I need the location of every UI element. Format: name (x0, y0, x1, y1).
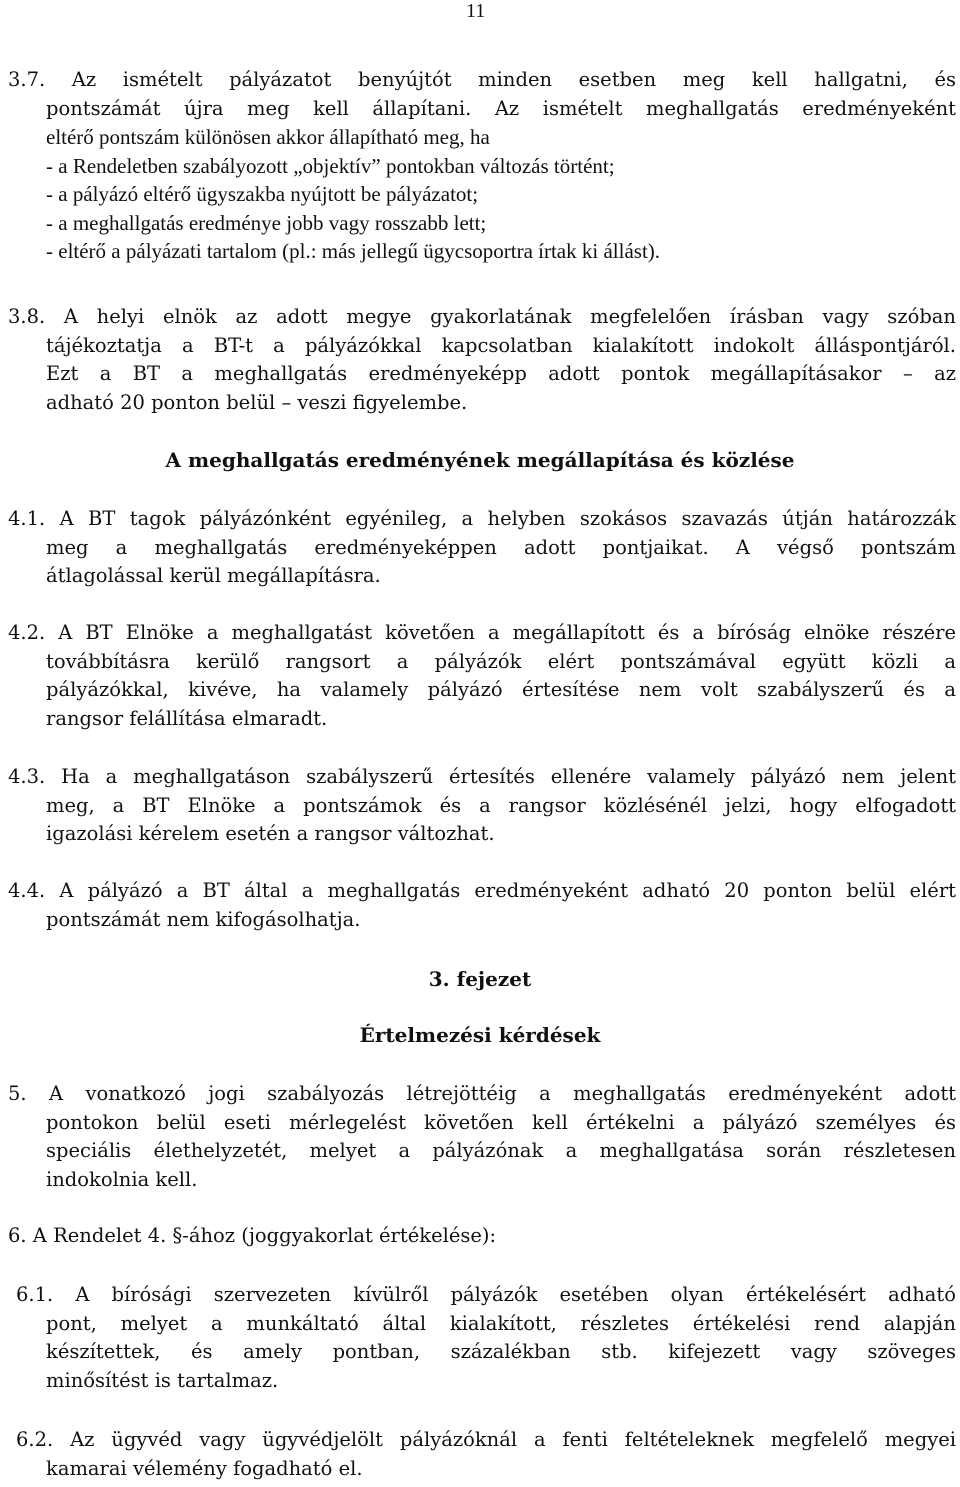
paragraph-line: indokolnia kell. (46, 1167, 198, 1191)
list-item: - eltérő a pályázati tartalom (pl.: más jellegű ügycsoportra írtak ki állást). (46, 239, 661, 263)
paragraph-line: pontokon belül eseti mérlegelést követően kell értékelni a pályázó személyes és (46, 1110, 956, 1134)
paragraph-line: 6. A Rendelet 4. §-ához (joggyakorlat értékelése): (8, 1224, 497, 1247)
section-6-1 (16, 1281, 956, 1395)
section-5 (8, 1080, 956, 1194)
paragraph-line: meg a meghallgatás eredményeképpen adott pontjaikat. A végső pontszám (46, 535, 956, 559)
paragraph-line: igazolási kérelem esetén a rangsor változhat. (46, 822, 495, 845)
paragraph-line: 4.3. Ha a meghallgatáson szabályszerű értesítés ellenére valamely pályázó nem jelent (8, 765, 956, 788)
paragraph-line: adható 20 ponton belül – veszi figyelembe. (46, 390, 468, 414)
paragraph-line: 4.2. A BT Elnöke a meghallgatást követően a megállapított és a bíróság elnöke részére (8, 621, 956, 644)
section-4-3 (8, 763, 956, 849)
paragraph-line: 4.1. A BT tagok pályázónként egyénileg, a helyben szokásos szavazás útján határozzák (8, 507, 956, 530)
paragraph-line: 6.2. Az ügyvéd vagy ügyvédjelölt pályázóknál a fenti feltételeknek megfelelő megyei (16, 1428, 956, 1451)
paragraph-line: minősítést is tartalmaz. (46, 1368, 279, 1392)
paragraph-line: tájékoztatja a BT-t a pályázókkal kapcsolatban kialakított indokolt álláspontjáról. (46, 333, 956, 357)
paragraph-line: továbbításra kerülő rangsort a pályázók elért pontszámával együtt közli a (46, 649, 956, 673)
paragraph-line: 3.8. A helyi elnök az adott megye gyakorlatának megfelelően írásban vagy szóban (8, 305, 956, 328)
paragraph-line: rangsor felállítása elmaradt. (46, 706, 328, 730)
section-4-2 (8, 619, 956, 733)
section-6-title (8, 1222, 956, 1251)
paragraph-line: pontszámát nem kifogásolhatja. (46, 907, 361, 931)
paragraph-line: készítettek, és amely pontban, százalékban stb. kifejezett vagy szöveges (46, 1340, 956, 1363)
list-item: - a pályázó eltérő ügyszakba nyújtott be pályázatot; (46, 182, 479, 206)
paragraph-line: pont, melyet a munkáltató által kialakított, részletes értékelési rend alapján (46, 1311, 956, 1335)
list-item: - a meghallgatás eredménye jobb vagy rosszabb lett; (46, 210, 487, 235)
paragraph-line: meg, a BT Elnöke a pontszámok és a rangsor közlésénél jelzi, hogy elfogadott (46, 793, 956, 817)
paragraph-line: pontszámát újra meg kell állapítani. Az ismételt meghallgatás eredményeként (46, 96, 956, 120)
section-4-1 (8, 505, 956, 591)
chapter-title: Értelmezési kérdések (359, 1023, 601, 1047)
section-4-4 (8, 877, 956, 934)
paragraph-line: 6.1. A bírósági szervezeten kívülről pályázók esetében olyan értékelésért adható (16, 1283, 956, 1306)
list-item: - a Rendeletben szabályozott „objektív” pontokban változás történt; (46, 153, 615, 178)
page-number: 11 (466, 0, 486, 22)
paragraph-line: átlagolással kerül megállapításra. (46, 564, 381, 587)
paragraph-line: Ezt a BT a meghallgatás eredményeképp adott pontok megállapításakor – az (46, 362, 956, 385)
paragraph-line: 3.7. Az ismételt pályázatot benyújtót minden esetben meg kell hallgatni, és (8, 68, 956, 91)
section-heading: A meghallgatás eredményének megállapítása és közlése (165, 448, 795, 472)
paragraph-line: speciális élethelyzetét, melyet a pályázónak a meghallgatása során részletesen (46, 1139, 956, 1162)
paragraph-line: pályázókkal, kivéve, ha valamely pályázó értesítése nem volt szabályszerű és a (46, 678, 956, 701)
paragraph-line: 5. A vonatkozó jogi szabályozás létrejöttéig a meghallgatás eredményeként adott (8, 1082, 956, 1105)
section-3-8 (8, 303, 956, 417)
paragraph-line: eltérő pontszám különösen akkor állapítható meg, ha (46, 125, 490, 149)
section-3-7 (8, 66, 956, 266)
paragraph-line: 4.4. A pályázó a BT által a meghallgatás eredményeként adható 20 ponton belül elért (8, 879, 956, 902)
paragraph-line: kamarai vélemény fogadható el. (46, 1456, 363, 1480)
section-6-2 (16, 1426, 956, 1483)
chapter-number: 3. fejezet (428, 967, 532, 991)
